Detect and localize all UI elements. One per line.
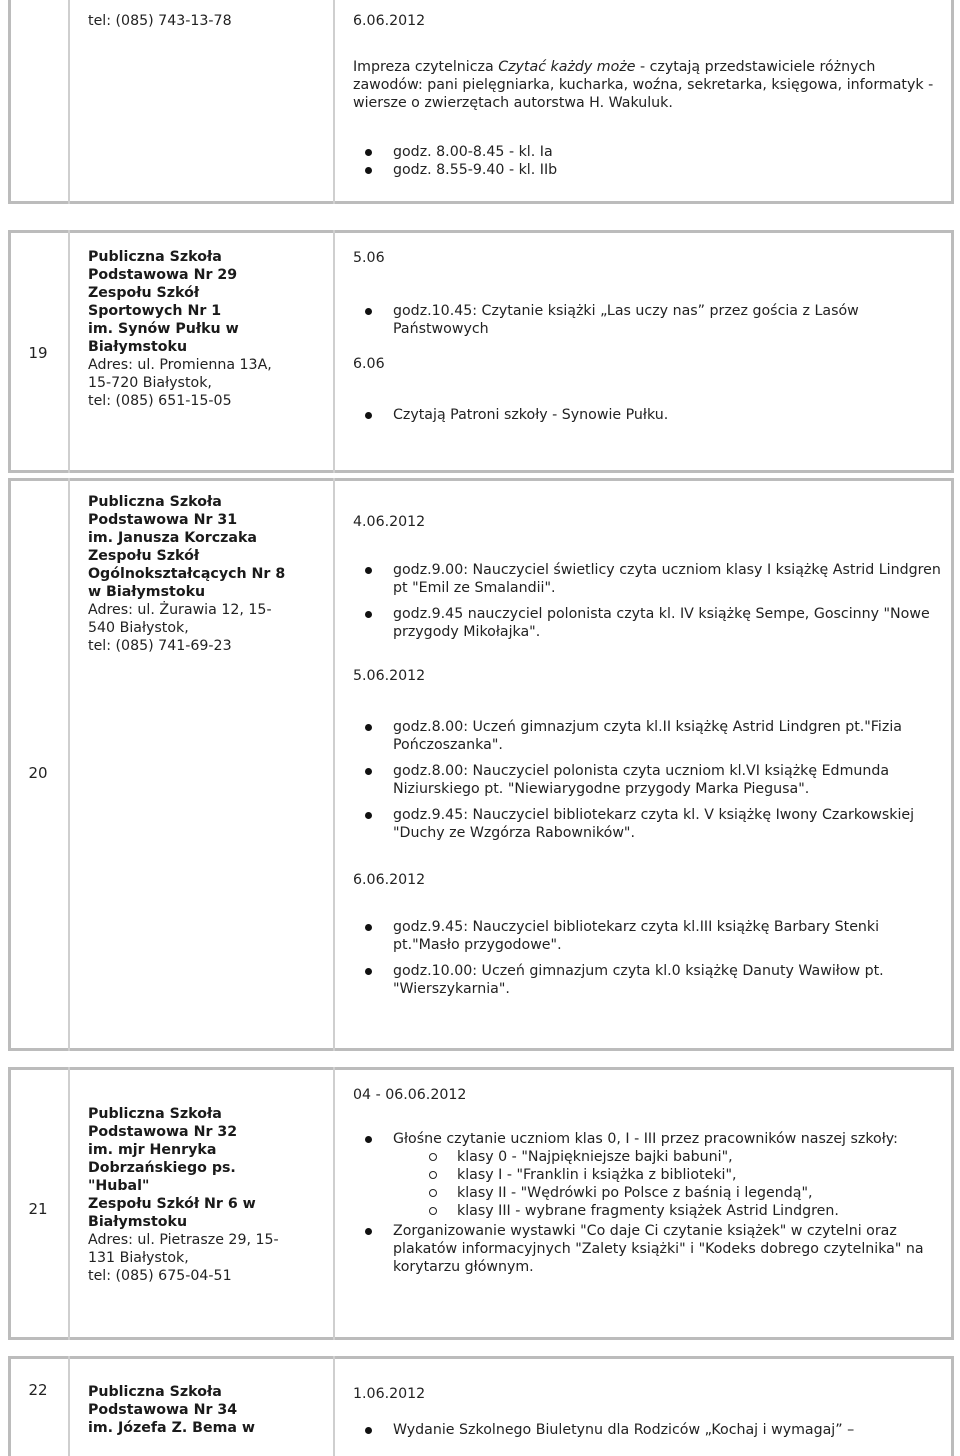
list-item: godz.8.00: Uczeń gimnazjum czyta kl.II książkę Astrid Lindgren pt."Fizia Pończoszanka". bbox=[353, 718, 943, 754]
school-name-line: Ogólnokształcących Nr 8 bbox=[88, 566, 286, 582]
school-address-line: 540 Białystok, bbox=[88, 620, 189, 636]
description-cell bbox=[353, 513, 943, 998]
school-address-line: tel: (085) 675-04-51 bbox=[88, 1268, 232, 1284]
sub-list-item: klasy 0 - "Najpiękniejsze bajki babuni", bbox=[353, 1148, 943, 1166]
list-item: godz.9.45 nauczyciel polonista czyta kl. IV książkę Sempe, Goscinny "Nowe przygody Mikołajka". bbox=[353, 605, 943, 641]
school-name-line: Białymstoku bbox=[88, 339, 188, 355]
list-item: godz.10.00: Uczeń gimnazjum czyta kl.0 książkę Danuty Wawiłow pt. "Wierszykarnia". bbox=[353, 962, 943, 998]
sub-list bbox=[353, 1148, 943, 1220]
school-name-line: im. Janusza Korczaka bbox=[88, 530, 257, 546]
event-intro: Impreza czytelnicza Czytać każdy może - czytają przedstawiciele różnych zawodów: pani pielęgniarka, kucharka, woźna, sekretarka, księgowa, informatyk - wiersze o zwierzętach autorstwa H. Wakuluk. bbox=[353, 59, 934, 111]
school-name-line: Podstawowa Nr 31 bbox=[88, 512, 238, 528]
school-address-line: 131 Białystok, bbox=[88, 1250, 189, 1266]
list-item: Głośne czytanie uczniom klas 0, I - III przez pracowników naszej szkoły: klasy 0 - "Najpiękniejsze bajki babuni", klasy I - "Franklin i książka z biblioteki", klasy II - "Wędrówki po Polsce z baśnią i legendą", klasy III - wybrane fragmenty książek Astrid Lindgren. bbox=[353, 1130, 943, 1220]
school-address-line: tel: (085) 651-15-05 bbox=[88, 393, 232, 409]
school-name-line: Zespołu Szkół Nr 6 w bbox=[88, 1196, 256, 1212]
row-number: 21 bbox=[28, 1200, 48, 1218]
list-item: Czytają Patroni szkoły - Synowie Pułku. bbox=[353, 406, 943, 424]
list-item: godz.9.45: Nauczyciel bibliotekarz czyta kl. V książkę Iwony Czarkowskiej "Duchy ze Wzgórza Rabowników". bbox=[353, 806, 943, 842]
event-list bbox=[353, 561, 943, 641]
table-row-20 bbox=[8, 478, 954, 1051]
row-number: 20 bbox=[28, 764, 48, 782]
event-date: 5.06.2012 bbox=[353, 668, 426, 684]
list-item: godz. 8.00-8.45 - kl. Ia bbox=[353, 143, 943, 161]
school-cell bbox=[88, 1105, 320, 1285]
description-cell bbox=[353, 249, 943, 424]
school-name-line: Zespołu Szkół bbox=[88, 285, 200, 301]
school-address-line: Adres: ul. Pietrasze 29, 15- bbox=[88, 1232, 279, 1248]
school-name-line: "Hubal" bbox=[88, 1178, 150, 1194]
event-list bbox=[353, 1421, 943, 1439]
list-item: godz.10.45: Czytanie książki „Las uczy nas” przez gościa z Lasów Państwowych bbox=[353, 302, 943, 338]
school-cell bbox=[88, 1383, 320, 1437]
event-date: 4.06.2012 bbox=[353, 514, 426, 530]
table-row-top bbox=[8, 0, 954, 204]
school-cell bbox=[88, 248, 320, 410]
school-cell bbox=[88, 12, 320, 30]
table-row-19 bbox=[8, 230, 954, 473]
row-number: 22 bbox=[28, 1381, 48, 1399]
description-cell bbox=[353, 12, 943, 179]
list-item: godz.9.45: Nauczyciel bibliotekarz czyta kl.III książkę Barbary Stenki pt."Masło przygodowe". bbox=[353, 918, 943, 954]
school-name-line: Sportowych Nr 1 bbox=[88, 303, 222, 319]
list-item: Wydanie Szkolnego Biuletynu dla Rodziców „Kochaj i wymagaj” – bbox=[353, 1421, 943, 1439]
event-date: 5.06 bbox=[353, 250, 385, 266]
school-name-line: im. Synów Pułku w bbox=[88, 321, 239, 337]
school-name-line: Zespołu Szkół bbox=[88, 548, 200, 564]
sub-list-item: klasy I - "Franklin i książka z biblioteki", bbox=[353, 1166, 943, 1184]
school-name-line: Dobrzańskiego ps. bbox=[88, 1160, 236, 1176]
school-name-line: Podstawowa Nr 29 bbox=[88, 267, 238, 283]
table-row-21 bbox=[8, 1067, 954, 1340]
school-address-line: Adres: ul. Promienna 13A, bbox=[88, 357, 272, 373]
sub-list-item: klasy II - "Wędrówki po Polsce z baśnią i legendą", bbox=[353, 1184, 943, 1202]
school-name-line: Podstawowa Nr 34 bbox=[88, 1402, 238, 1418]
description-cell bbox=[353, 1385, 943, 1439]
school-name-line: w Białymstoku bbox=[88, 584, 206, 600]
list-item: godz.8.00: Nauczyciel polonista czyta uczniom kl.VI książkę Edmunda Niziurskiego pt. "Niewiarygodne przygody Marka Piegusa". bbox=[353, 762, 943, 798]
event-list bbox=[353, 406, 943, 424]
event-list bbox=[353, 918, 943, 998]
event-date: 04 - 06.06.2012 bbox=[353, 1087, 467, 1103]
event-list bbox=[353, 1130, 943, 1276]
school-name-line: im. mjr Henryka bbox=[88, 1142, 217, 1158]
row-number: 19 bbox=[28, 344, 48, 362]
school-name-line: Publiczna Szkoła bbox=[88, 249, 222, 265]
school-phone: tel: (085) 743-13-78 bbox=[88, 13, 232, 29]
school-address-line: tel: (085) 741-69-23 bbox=[88, 638, 232, 654]
event-list bbox=[353, 302, 943, 338]
school-name-line: Publiczna Szkoła bbox=[88, 1384, 222, 1400]
school-name-line: Białymstoku bbox=[88, 1214, 188, 1230]
school-name-line: Publiczna Szkoła bbox=[88, 1106, 222, 1122]
event-date: 1.06.2012 bbox=[353, 1386, 426, 1402]
event-date: 6.06.2012 bbox=[353, 13, 426, 29]
event-date: 6.06.2012 bbox=[353, 872, 426, 888]
list-item: Zorganizowanie wystawki "Co daje Ci czytanie książek" w czytelni oraz plakatów informacyjnych "Zalety książki" i "Kodeks dobrego czytelnika" na korytarzu głównym. bbox=[353, 1222, 943, 1276]
list-item: godz.9.00: Nauczyciel świetlicy czyta uczniom klasy I książkę Astrid Lindgren pt "Emil ze Smalandii". bbox=[353, 561, 943, 597]
school-address-line: Adres: ul. Żurawia 12, 15- bbox=[88, 602, 272, 618]
school-name-line: Publiczna Szkoła bbox=[88, 494, 222, 510]
school-name-line: Podstawowa Nr 32 bbox=[88, 1124, 238, 1140]
table-row-22 bbox=[8, 1356, 954, 1456]
event-date: 6.06 bbox=[353, 356, 385, 372]
school-address-line: 15-720 Białystok, bbox=[88, 375, 212, 391]
sub-list-item: klasy III - wybrane fragmenty książek Astrid Lindgren. bbox=[353, 1202, 943, 1220]
event-list bbox=[353, 143, 943, 179]
description-cell bbox=[353, 1086, 943, 1276]
school-cell bbox=[88, 493, 320, 655]
list-item: godz. 8.55-9.40 - kl. IIb bbox=[353, 161, 943, 179]
school-name-line: im. Józefa Z. Bema w bbox=[88, 1420, 256, 1436]
event-list bbox=[353, 718, 943, 842]
